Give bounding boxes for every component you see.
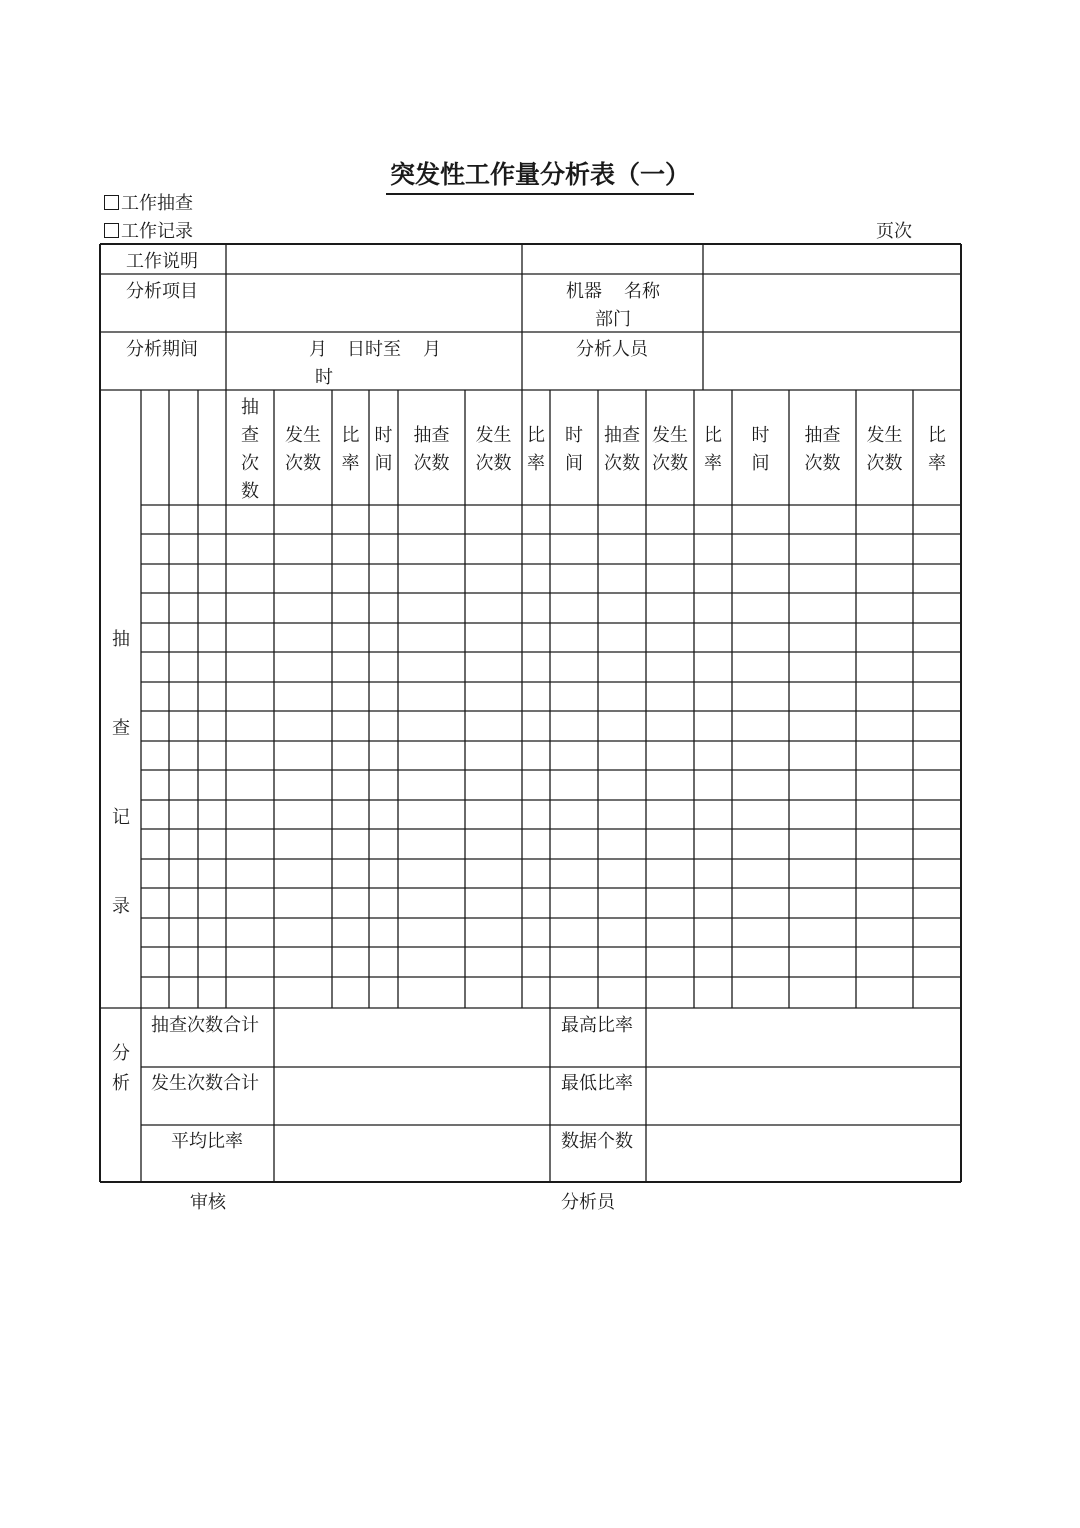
col-header-ratio: 比 率 <box>341 425 360 474</box>
department-label: 部门 <box>595 309 631 330</box>
analysis-period-label: 分析期间 <box>126 339 198 360</box>
col-header-time: 时 间 <box>374 425 393 474</box>
check-total-label: 抽查次数合计 <box>151 1015 259 1036</box>
checkbox-work-check[interactable]: 工作抽查 <box>104 194 193 214</box>
section-label-char: 抽 <box>112 629 130 650</box>
avg-ratio-label: 平均比率 <box>171 1131 243 1152</box>
max-ratio-label: 最高比率 <box>561 1015 633 1036</box>
period-month-label: 月 <box>309 339 327 360</box>
min-ratio-label: 最低比率 <box>561 1073 633 1094</box>
col-header-check-count: 抽查 次数 <box>604 425 640 474</box>
section-label-char: 录 <box>112 896 130 917</box>
col-header-occur-count: 发生 次数 <box>475 425 512 474</box>
col-header-ratio: 比 率 <box>704 425 722 474</box>
col-header-time: 时 间 <box>565 425 583 474</box>
data-count-label: 数据个数 <box>561 1131 633 1152</box>
col-header-check-count: 抽 查 次 数 <box>241 397 259 502</box>
col-header-check-count: 抽查 次数 <box>413 425 450 474</box>
analysis-section-char: 分 <box>112 1043 130 1064</box>
col-header-time: 时 间 <box>751 425 770 474</box>
col-header-occur-count: 发生 次数 <box>652 425 688 474</box>
analysis-section-char: 析 <box>112 1073 130 1094</box>
page-number-label: 页次 <box>876 221 912 242</box>
name-label: 名称 <box>624 281 660 302</box>
review-label: 审核 <box>190 1192 226 1213</box>
col-header-check-count: 抽查 次数 <box>804 425 841 474</box>
col-header-ratio: 比 率 <box>928 425 946 474</box>
analyst-label: 分析员 <box>561 1192 615 1213</box>
machine-label: 机器 <box>566 281 602 302</box>
col-header-ratio: 比 率 <box>527 425 545 474</box>
period-hour-label: 时 <box>315 367 333 388</box>
col-header-occur-count: 发生 次数 <box>866 425 903 474</box>
checkbox-work-record[interactable]: 工作记录 <box>104 222 193 242</box>
period-day-hour-to-label: 日时至 <box>347 339 401 360</box>
section-label-char: 查 <box>112 718 130 739</box>
form-title: 突发性工作量分析表（一） <box>0 155 1080 195</box>
period-month2-label: 月 <box>423 339 441 360</box>
analysis-item-label: 分析项目 <box>126 281 198 302</box>
analyst-person-label: 分析人员 <box>576 339 648 360</box>
col-header-occur-count: 发生 次数 <box>285 425 321 474</box>
occur-total-label: 发生次数合计 <box>151 1073 259 1094</box>
work-desc-label: 工作说明 <box>126 251 198 272</box>
section-label-char: 记 <box>112 807 130 828</box>
